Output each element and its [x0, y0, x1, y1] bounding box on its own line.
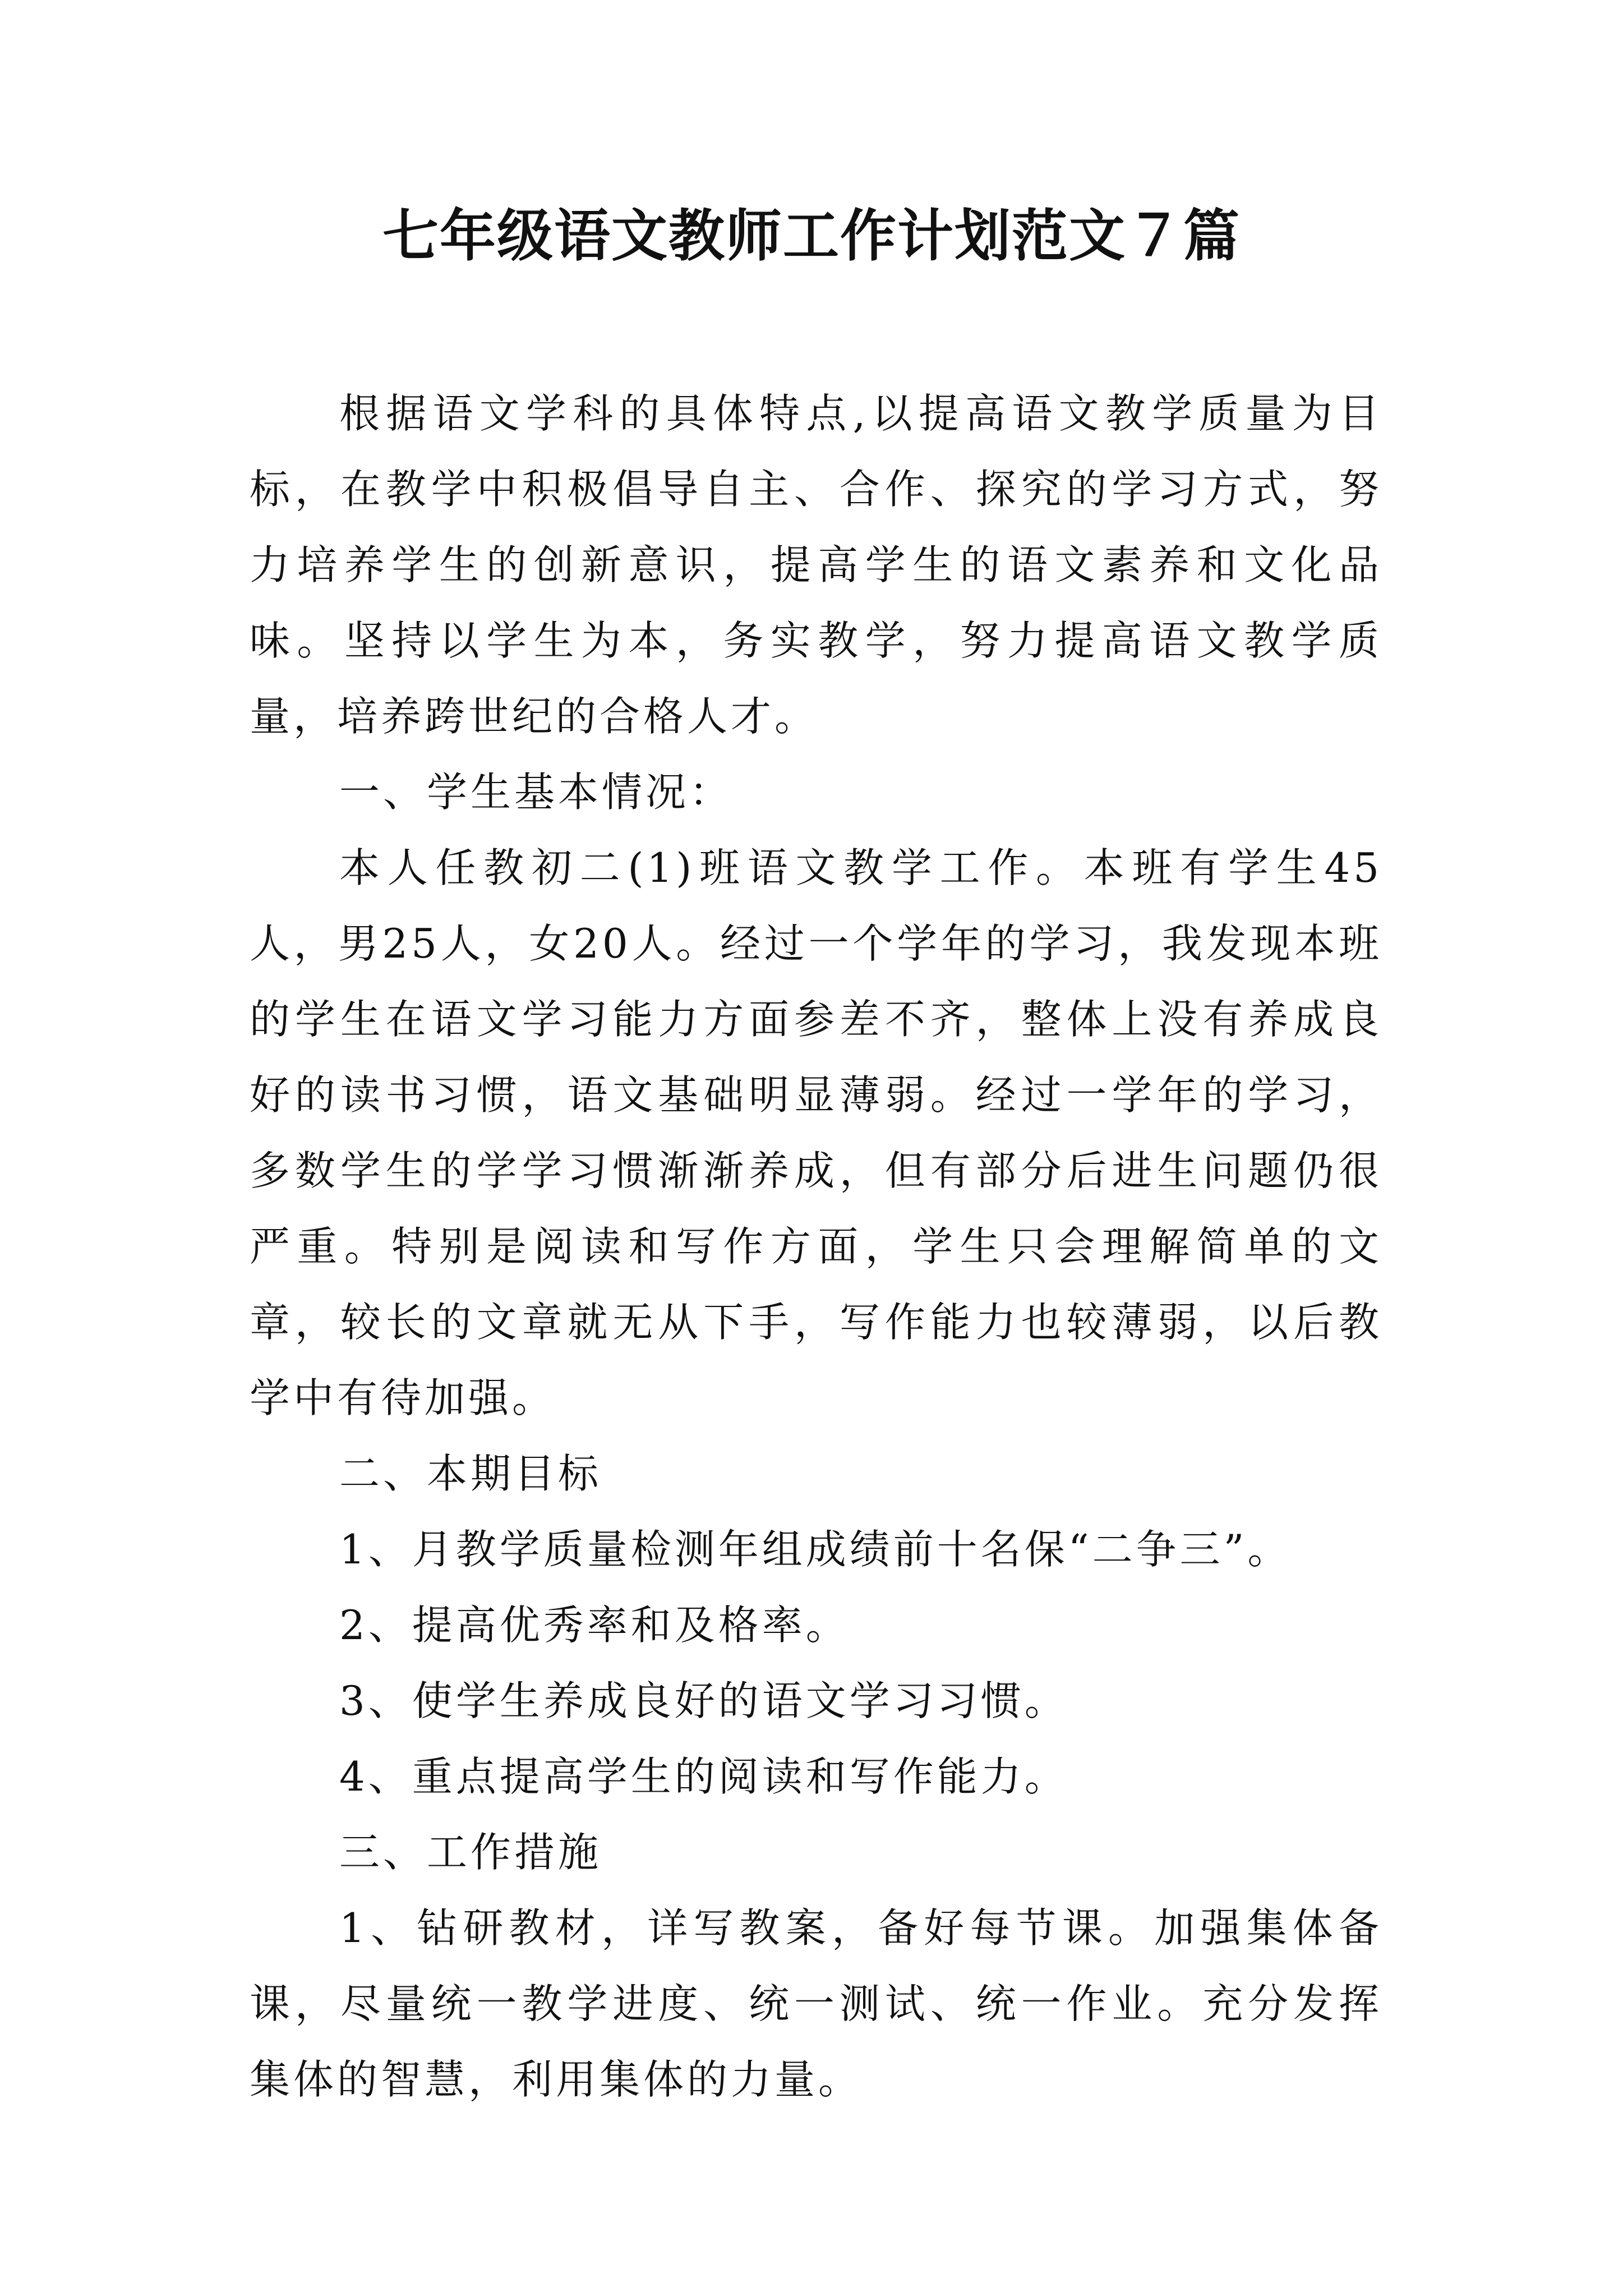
- goal-item-1: 1、月教学质量检测年组成绩前十名保“二争三”。: [339, 1526, 1292, 1573]
- goal-item-4: 4、重点提高学生的阅读和写作能力。: [339, 1753, 1068, 1800]
- heading-work-measures: 三、工作措施: [339, 1829, 602, 1876]
- document-body: [250, 376, 1382, 2118]
- document-title: 七年级语文教师工作计划范文７篇: [382, 203, 1241, 269]
- measure-item-1: 1、钻研教材，详写教案，备好每节课。加强集体备课，尽量统一教学进度、统一测试、统一作业。充分发挥集体的智慧，利用集体的力量。: [250, 1904, 1382, 2103]
- paragraph-student-situation: 本人任教初二(1)班语文教学工作。本班有学生45人，男25人，女20人。经过一个学年的学习，我发现本班的学生在语文学习能力方面参差不齐，整体上没有养成良好的读书习惯，语文基础明显薄弱。经过一学年的学习，多数学生的学学习惯渐渐养成，但有部分后进生问题仍很严重。特别是阅读和写作方面，学生只会理解简单的文章，较长的文章就无从下手，写作能力也较薄弱，以后教学中有待加强。: [250, 844, 1382, 1421]
- goal-item-3: 3、使学生养成良好的语文学习习惯。: [339, 1677, 1068, 1724]
- heading-student-situation: 一、学生基本情况：: [339, 769, 734, 816]
- goal-item-2: 2、提高优秀率和及格率。: [339, 1602, 850, 1649]
- heading-term-goals: 二、本期目标: [339, 1450, 602, 1497]
- paragraph-intro: 根据语文学科的具体特点,以提高语文教学质量为目标，在教学中积极倡导自主、合作、探究的学习方式，努力培养学生的创新意识，提高学生的语文素养和文化品味。坚持以学生为本，务实教学，努力提高语文教学质量，培养跨世纪的合格人才。: [250, 390, 1382, 740]
